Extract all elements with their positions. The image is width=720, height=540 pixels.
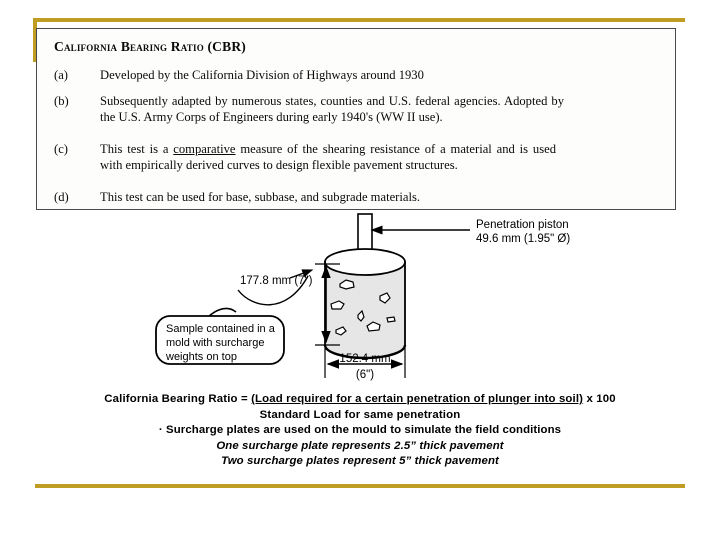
- formula-suffix: x 100: [583, 393, 616, 405]
- formula-prefix: California Bearing Ratio =: [104, 393, 252, 405]
- cbr-apparatus-figure: [140, 212, 610, 390]
- document-item-b: [54, 93, 564, 125]
- cbr-formula-block: [28, 392, 692, 470]
- surcharge-plate-one: One surcharge plate represents 2.5” thick pavement: [216, 439, 504, 452]
- cbr-formula-line: [28, 392, 692, 408]
- piston-annotation: [372, 219, 570, 245]
- callout-line3: weights on top: [166, 351, 237, 363]
- item-marker-a: (a): [54, 68, 68, 82]
- surcharge-plate-two: Two surcharge plates represent 5” thick pavement: [221, 455, 499, 467]
- item-text-c-before: This test is a: [100, 142, 174, 156]
- accent-rule-top: [33, 18, 685, 22]
- accent-rule-bottom: [35, 484, 685, 488]
- item-text-c-emphasis: comparative: [173, 142, 236, 156]
- width-dimension-label-mm: 152.4 mm: [339, 353, 391, 365]
- item-marker-c: (c): [54, 142, 68, 156]
- item-text-c: [100, 141, 556, 173]
- scanned-document-panel: [36, 28, 676, 210]
- callout-line2: mold with surcharge: [166, 337, 265, 349]
- piston-label-line1: Penetration piston: [476, 219, 569, 231]
- sample-callout: [156, 308, 284, 364]
- formula-denominator: Standard Load for same penetration: [259, 408, 461, 421]
- document-item-c: [54, 141, 556, 173]
- item-text-a: Developed by the California Division of Highways around 1930: [100, 68, 424, 82]
- cbr-apparatus-diagram: [140, 212, 610, 390]
- width-dimension-label-in: (6"): [355, 369, 375, 381]
- surcharge-bullet: · Surcharge plates are used on the mould to simulate the field conditions: [158, 424, 562, 436]
- callout-line1: Sample contained in a: [166, 323, 275, 335]
- item-marker-b: (b): [54, 94, 69, 108]
- piston-label-line2: 49.6 mm (1.95" Ø): [476, 233, 571, 245]
- item-text-c-after: measure of the shearing resistance of a material and is used with empirically derived curves to design flexible pavement structures.: [100, 142, 556, 172]
- item-marker-d: (d): [54, 190, 69, 204]
- document-item-d: [54, 189, 654, 205]
- document-item-a: [54, 67, 654, 83]
- item-text-d: This test can be used for base, subbase, and subgrade materials.: [100, 190, 420, 204]
- document-heading: California Bearing Ratio (CBR): [54, 39, 246, 54]
- item-text-b: Subsequently adapted by numerous states, counties and U.S. federal agencies. Adopted by the U.S. Army Corps of Engineers during early 1940's (WW II use).: [100, 94, 564, 124]
- height-dimension-label: 177.8 mm (7"): [240, 275, 313, 287]
- formula-numerator: (Load required for a certain penetration of plunger into soil): [251, 393, 584, 405]
